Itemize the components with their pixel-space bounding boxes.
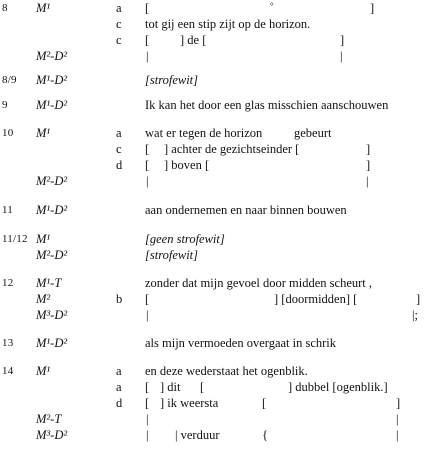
agreement-bar: |: [146, 174, 149, 188]
agreement-bar: |: [340, 49, 343, 63]
line-number: 8: [2, 2, 8, 14]
bracket-open: [: [200, 380, 205, 394]
witness-siglum: M¹: [36, 126, 51, 140]
variant-text: zonder dat mijn gevoel door midden scheurt ,: [145, 276, 373, 290]
collation-row: [0, 363, 424, 379]
variant-label: d: [116, 396, 123, 410]
variant-text: ] ik weersta: [160, 396, 219, 410]
bracket-open: [: [145, 396, 150, 410]
degree-sign: °: [270, 1, 274, 11]
collation-row: [0, 0, 424, 16]
line-number: 8/9: [2, 74, 17, 86]
agreement-bar: |: [146, 428, 149, 442]
variant-text: als mijn vermoeden overgaat in schrik: [145, 336, 337, 350]
witness-siglum: M²-D²: [36, 174, 68, 188]
variant-text: ] achter de gezichtseinder [: [164, 142, 300, 156]
bracket-close: ]: [396, 396, 401, 410]
bracket-open: [: [262, 396, 267, 410]
collation-row: [0, 202, 424, 218]
variant-label: a: [116, 1, 122, 15]
bracket-close: ]: [366, 158, 371, 172]
line-number: 14: [2, 365, 14, 377]
bracket-open: [: [145, 1, 150, 15]
bracket-open: [: [145, 292, 150, 306]
line-number: 9: [2, 99, 8, 111]
collation-row: [0, 275, 424, 291]
bracket-open: [: [145, 33, 150, 47]
variant-text: en deze wederstaat het ogenblik.: [145, 364, 308, 378]
line-number: 11/12: [2, 233, 28, 245]
editorial-note: [geen strofewit]: [145, 232, 225, 246]
line-number: 10: [2, 127, 14, 139]
agreement-bar: |;: [412, 308, 418, 322]
witness-siglum: M³-D²: [36, 308, 68, 322]
bracket-close: ]: [340, 33, 345, 47]
variant-label: a: [116, 364, 122, 378]
witness-siglum: M³-D²: [36, 428, 68, 442]
variant-label: c: [116, 33, 122, 47]
line-number: 11: [2, 204, 13, 216]
collation-row: [0, 247, 424, 263]
witness-siglum: M²-D²: [36, 248, 68, 262]
editorial-note: [strofewit]: [145, 73, 199, 87]
variant-text: | verduur: [175, 428, 220, 442]
agreement-bar: |: [146, 49, 149, 63]
collation-row: [0, 173, 424, 189]
bracket-open: [: [145, 158, 150, 172]
variant-label: a: [116, 380, 122, 394]
variant-label: c: [116, 142, 122, 156]
witness-siglum: M¹-D²: [36, 73, 68, 87]
collation-row: [0, 72, 424, 88]
witness-siglum: M²-D²: [36, 49, 68, 63]
bracket-close: ]: [366, 142, 371, 156]
variant-label: d: [116, 158, 123, 172]
collation-row: [0, 307, 424, 323]
variant-text: aan ondernemen en naar binnen bouwen: [145, 203, 347, 217]
bracket-open: [: [145, 142, 150, 156]
variant-text: ] dubbel [ogenblik.]: [288, 380, 388, 394]
agreement-bar: |: [146, 412, 149, 426]
collation-row: [0, 48, 424, 64]
agreement-bar: |: [146, 308, 149, 322]
witness-siglum: M¹-T: [36, 276, 62, 290]
collation-row: [0, 395, 424, 411]
variant-text: tot gij een stip zijt op de horizon.: [145, 17, 311, 31]
line-number: 13: [2, 337, 14, 349]
witness-siglum: M¹: [36, 232, 51, 246]
collation-row: [0, 97, 424, 113]
bracket-open: [: [145, 380, 150, 394]
witness-siglum: M²-T: [36, 412, 62, 426]
collation-row: [0, 125, 424, 141]
witness-siglum: M¹-D²: [36, 98, 68, 112]
variant-text: ] dit: [160, 380, 181, 394]
collation-row: [0, 16, 424, 32]
variant-text: Ik kan het door een glas misschien aanschouwen: [145, 98, 389, 112]
agreement-bar: |: [396, 428, 399, 442]
agreement-bar: |: [396, 412, 399, 426]
agreement-bar: |: [366, 174, 369, 188]
collation-row: [0, 141, 424, 157]
collation-row: [0, 157, 424, 173]
collation-row: [0, 291, 424, 307]
variant-label: c: [116, 17, 122, 31]
collation-row: [0, 411, 424, 427]
collation-row: [0, 335, 424, 351]
bracket-close: ]: [370, 1, 375, 15]
line-number: 12: [2, 277, 14, 289]
variant-label: b: [116, 292, 123, 306]
witness-siglum: M²: [36, 292, 51, 306]
variant-text: ] [doormidden] [: [274, 292, 358, 306]
witness-siglum: M¹: [36, 364, 51, 378]
editorial-note: [strofewit]: [145, 248, 199, 262]
bracket-close: ]: [416, 292, 421, 306]
witness-siglum: M¹: [36, 1, 51, 15]
collation-row: [0, 379, 424, 395]
variant-label: a: [116, 126, 122, 140]
collation-row: [0, 231, 424, 247]
variant-text: ] de [: [180, 33, 207, 47]
collation-row: [0, 427, 424, 443]
variant-text: wat er tegen de horizon: [145, 126, 263, 140]
variant-text: ] boven [: [164, 158, 210, 172]
witness-siglum: M¹-D²: [36, 336, 68, 350]
variant-text: gebeurt: [294, 126, 332, 140]
witness-siglum: M¹-D²: [36, 203, 68, 217]
collation-row: [0, 32, 424, 48]
brace-mark: {: [262, 428, 268, 442]
